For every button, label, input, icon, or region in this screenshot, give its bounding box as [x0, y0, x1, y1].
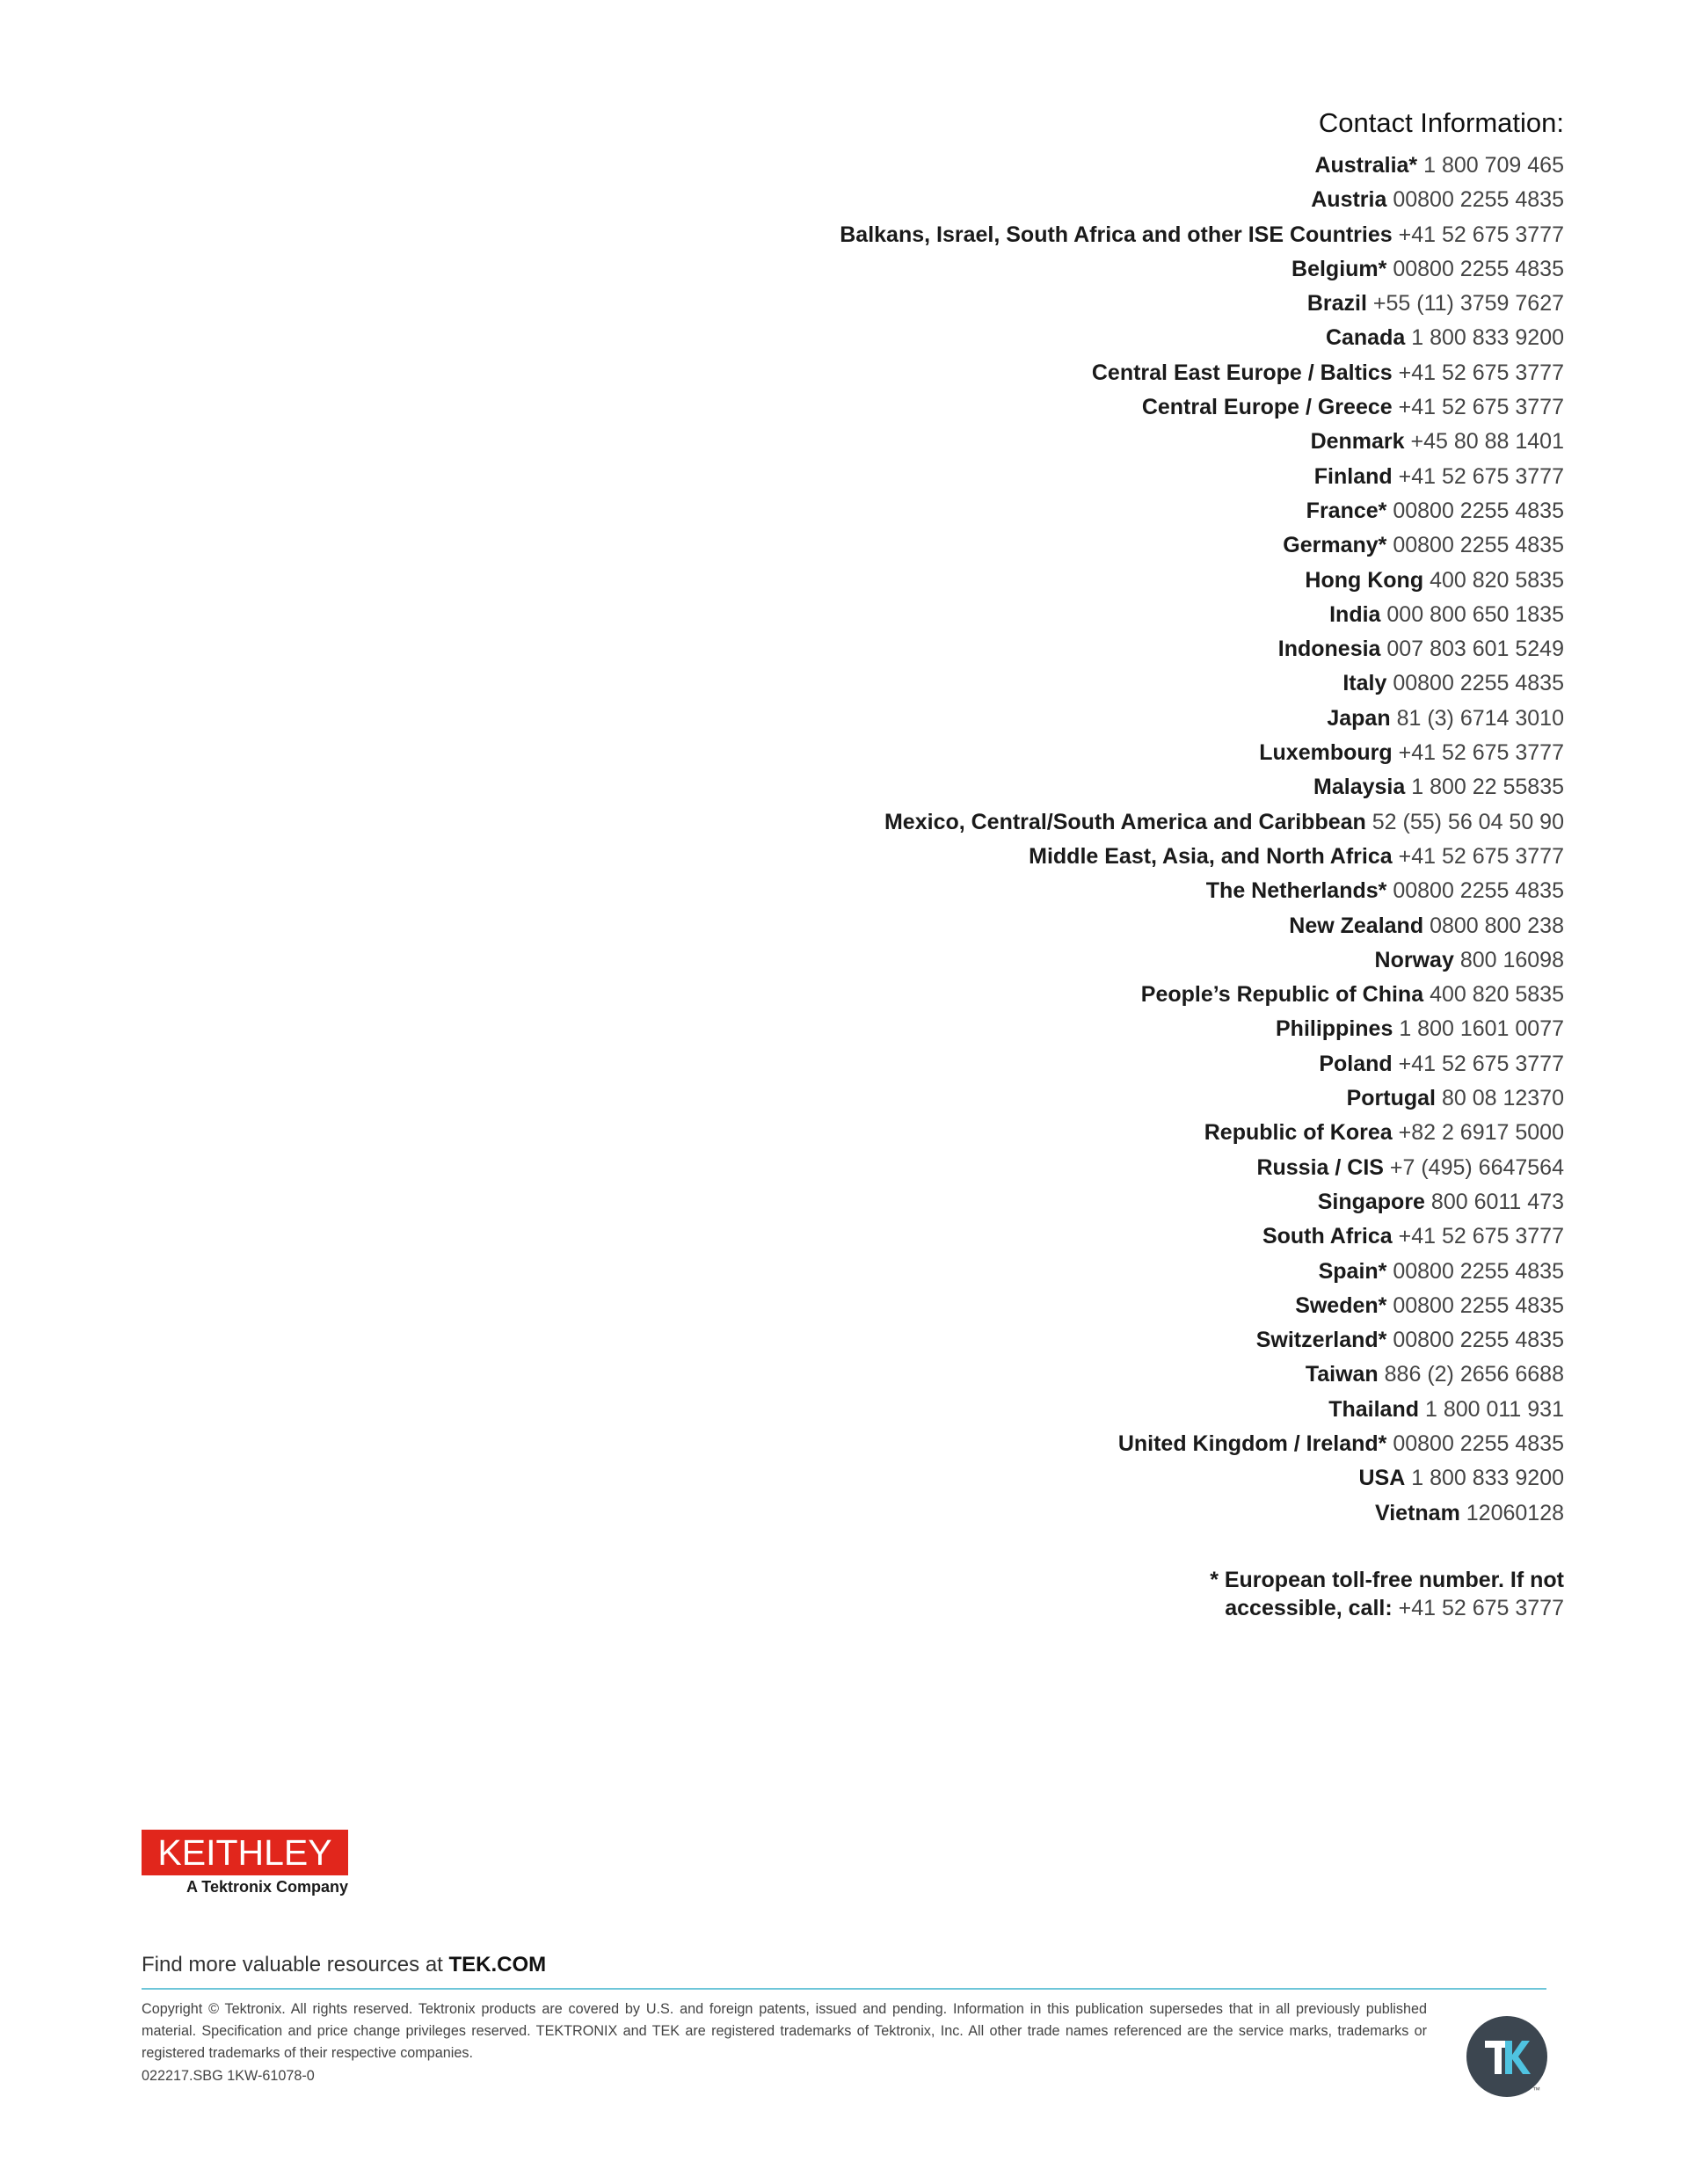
contact-item [597, 666, 1564, 701]
contact-item [597, 1116, 1564, 1150]
contact-phone: +41 52 675 3777 [1398, 1051, 1564, 1076]
contact-phone: +41 52 675 3777 [1398, 395, 1564, 420]
contact-country: Mexico, Central/South America and Caribbean [884, 809, 1366, 834]
contact-phone: 000 800 650 1835 [1386, 601, 1564, 627]
contact-list [597, 149, 1564, 1531]
resources-text: Find more valuable resources at [142, 1953, 443, 1977]
contact-country: Central Europe / Greece [1141, 395, 1393, 420]
contact-phone: +41 52 675 3777 [1398, 222, 1564, 247]
contact-item [597, 1081, 1564, 1116]
toll-free-footnote [597, 1566, 1564, 1622]
contact-item [597, 874, 1564, 908]
contact-phone: 1 800 709 465 [1423, 153, 1564, 178]
contact-country: South Africa [1262, 1224, 1393, 1249]
contact-item [597, 1255, 1564, 1289]
contact-phone: 007 803 601 5249 [1386, 637, 1564, 662]
contact-phone: 00800 2255 4835 [1393, 1258, 1564, 1284]
contact-item [597, 356, 1564, 390]
contact-phone: +55 (11) 3759 7627 [1372, 291, 1564, 317]
contact-phone: +41 52 675 3777 [1398, 740, 1564, 766]
contact-country: New Zealand [1289, 913, 1424, 938]
contact-phone: +41 52 675 3777 [1398, 463, 1564, 489]
contact-phone: +41 52 675 3777 [1398, 1224, 1564, 1249]
contact-item [597, 425, 1564, 459]
contact-item [597, 1185, 1564, 1219]
contact-item [597, 252, 1564, 287]
contact-item [597, 1393, 1564, 1427]
contact-item [597, 1289, 1564, 1323]
contact-country: Russia / CIS [1256, 1154, 1384, 1180]
contact-phone: 800 16098 [1459, 947, 1564, 972]
contact-item [597, 770, 1564, 804]
contact-country: Belgium* [1291, 256, 1387, 281]
resources-line [142, 1952, 546, 1978]
contact-country: Sweden* [1295, 1292, 1387, 1318]
contact-phone: 0800 800 238 [1430, 913, 1564, 938]
contact-country: Luxembourg [1259, 740, 1393, 766]
contact-country: Middle East, Asia, and North Africa [1029, 843, 1393, 869]
contact-phone: +41 52 675 3777 [1398, 843, 1564, 869]
contact-item [597, 1151, 1564, 1185]
contact-country: Japan [1327, 705, 1391, 731]
contact-item [597, 321, 1564, 355]
contact-phone: 1 800 1601 0077 [1399, 1016, 1564, 1042]
contact-item [597, 943, 1564, 978]
contact-phone: 00800 2255 4835 [1393, 498, 1564, 523]
legal-copyright: Copyright © Tektronix. All rights reserved. Tektronix products are covered by U.S. and foreign patents, issued and pending. Information in this publication supersedes that in all previously published material. Specification and price change privileges reserved. TEKTRONIX and TEK are registered trademarks of Tektronix, Inc. All other trade names referenced are the service marks, trademarks or registered trademarks of their respective companies. [142, 2001, 1427, 2061]
contact-phone: +41 52 675 3777 [1398, 360, 1564, 385]
tk-trademark: ™ [1532, 2086, 1540, 2094]
contact-country: Balkans, Israel, South Africa and other ISE Countries [840, 222, 1393, 247]
contact-item [597, 390, 1564, 425]
contact-country: Hong Kong [1305, 567, 1424, 593]
contact-country: United Kingdom / Ireland* [1117, 1431, 1387, 1456]
contact-country: Thailand [1328, 1396, 1420, 1422]
contact-phone: 1 800 833 9200 [1411, 1466, 1564, 1491]
contact-item [597, 1496, 1564, 1531]
contact-phone: 1 800 011 931 [1424, 1396, 1564, 1422]
contact-country: Brazil [1306, 291, 1367, 317]
contact-item [597, 1047, 1564, 1081]
footnote-line-2 [597, 1594, 1564, 1622]
contact-item [597, 183, 1564, 217]
contact-country: USA [1358, 1466, 1406, 1491]
contact-country: Indonesia [1277, 637, 1381, 662]
contact-item [597, 1358, 1564, 1392]
contact-item [597, 287, 1564, 321]
contact-country: Denmark [1310, 429, 1405, 455]
contact-phone: 00800 2255 4835 [1393, 256, 1564, 281]
contact-country: Norway [1374, 947, 1454, 972]
contact-item [597, 1427, 1564, 1461]
contact-country: Germany* [1283, 533, 1387, 558]
contact-phone: 00800 2255 4835 [1393, 671, 1564, 696]
contact-item [597, 528, 1564, 563]
contact-item [597, 564, 1564, 598]
contact-item [597, 460, 1564, 494]
footnote-line-1: * European toll-free number. If not [1210, 1567, 1564, 1592]
footnote-phone: +41 52 675 3777 [1398, 1595, 1564, 1620]
contact-country: Canada [1325, 325, 1406, 351]
contact-country: Switzerland* [1255, 1328, 1387, 1353]
contact-information [597, 106, 1564, 1622]
contact-country: Philippines [1276, 1016, 1393, 1042]
contact-item [597, 494, 1564, 528]
contact-item [597, 632, 1564, 666]
footer-divider [142, 1988, 1546, 1990]
contact-item [597, 805, 1564, 840]
keithley-logo-wordmark: KEITHLEY [142, 1830, 348, 1875]
contact-phone: 80 08 12370 [1441, 1086, 1564, 1111]
contact-country: Vietnam [1375, 1500, 1460, 1525]
contact-phone: 00800 2255 4835 [1393, 187, 1564, 213]
contact-phone: 400 820 5835 [1430, 567, 1564, 593]
contact-country: Finland [1313, 463, 1393, 489]
contact-item [597, 1323, 1564, 1358]
contact-phone: 1 800 22 55835 [1411, 775, 1564, 800]
contact-phone: 00800 2255 4835 [1393, 1431, 1564, 1456]
contact-phone: 886 (2) 2656 6688 [1384, 1362, 1564, 1387]
contact-phone: 12060128 [1466, 1500, 1564, 1525]
contact-item [597, 149, 1564, 183]
contact-item [597, 218, 1564, 252]
contact-country: Spain* [1318, 1258, 1387, 1284]
contact-country: Austria [1311, 187, 1387, 213]
contact-item [597, 598, 1564, 632]
contact-phone: 00800 2255 4835 [1393, 1292, 1564, 1318]
contact-phone: 800 6011 473 [1430, 1189, 1564, 1214]
contact-item [597, 1012, 1564, 1046]
contact-item [597, 736, 1564, 770]
contact-phone: +7 (495) 6647564 [1389, 1154, 1564, 1180]
contact-country: France* [1306, 498, 1387, 523]
contact-title: Contact Information: [1318, 107, 1564, 138]
contact-phone: 00800 2255 4835 [1393, 533, 1564, 558]
contact-country: Singapore [1317, 1189, 1425, 1214]
contact-phone: +45 80 88 1401 [1410, 429, 1564, 455]
resources-link[interactable]: TEK.COM [448, 1953, 547, 1977]
document-code: 022217.SBG 1KW-61078-0 [142, 2068, 315, 2084]
footnote-call-label: accessible, call: [1225, 1595, 1393, 1620]
contact-country: The Netherlands* [1205, 878, 1387, 904]
contact-country: People’s Republic of China [1140, 982, 1424, 1008]
contact-item [597, 978, 1564, 1012]
contact-country: Republic of Korea [1204, 1120, 1393, 1146]
keithley-logo [142, 1830, 350, 1896]
contact-item [597, 909, 1564, 943]
contact-phone: 00800 2255 4835 [1393, 1328, 1564, 1353]
contact-country: India [1329, 601, 1381, 627]
keithley-logo-tagline: A Tektronix Company [186, 1878, 348, 1896]
contact-country: Poland [1319, 1051, 1393, 1076]
contact-phone: 00800 2255 4835 [1393, 878, 1564, 904]
contact-item [597, 840, 1564, 874]
contact-country: Central East Europe / Baltics [1091, 360, 1393, 385]
contact-phone: 52 (55) 56 04 50 90 [1372, 809, 1564, 834]
contact-country: Australia* [1314, 153, 1418, 178]
contact-country: Portugal [1346, 1086, 1437, 1111]
contact-country: Italy [1342, 671, 1387, 696]
contact-country: Malaysia [1313, 775, 1406, 800]
contact-country: Taiwan [1305, 1362, 1379, 1387]
contact-item [597, 702, 1564, 736]
contact-item [597, 1461, 1564, 1496]
contact-item [597, 1219, 1564, 1254]
contact-phone: 1 800 833 9200 [1411, 325, 1564, 351]
contact-phone: 81 (3) 6714 3010 [1396, 705, 1564, 731]
contact-phone: +82 2 6917 5000 [1398, 1120, 1564, 1146]
contact-phone: 400 820 5835 [1430, 982, 1564, 1008]
